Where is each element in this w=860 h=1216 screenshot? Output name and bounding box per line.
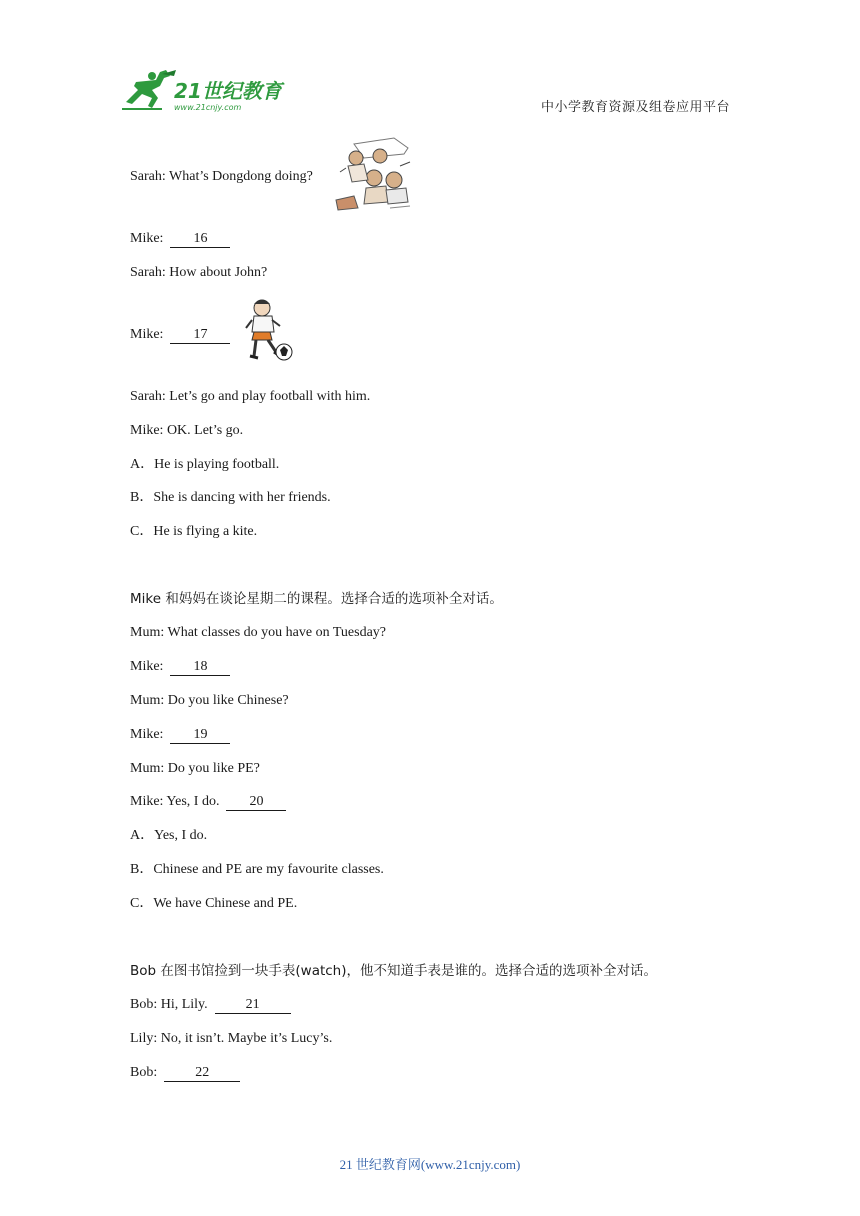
header-platform-text: 中小学教育资源及组卷应用平台	[540, 100, 730, 115]
speaker-label: Mike:	[130, 327, 164, 342]
runner-logo-icon	[122, 68, 292, 116]
option-c: C．We have Chinese and PE.	[130, 896, 298, 911]
speaker-label: Bob: Hi, Lily.	[130, 997, 208, 1012]
answer-blank[interactable]: 16	[170, 231, 230, 248]
dialog-line: Lily: No, it isn’t. Maybe it’s Lucy’s.	[130, 1031, 333, 1046]
dialog-line	[130, 326, 230, 344]
dialog-line	[130, 726, 230, 744]
section-intro: Mike 和妈妈在谈论星期二的课程。选择合适的选项补全对话。	[130, 591, 503, 607]
dialog-line	[130, 793, 286, 811]
answer-blank[interactable]: 17	[170, 327, 230, 344]
dialog-line: Mike: OK. Let’s go.	[130, 423, 244, 438]
dancing-children-picture	[334, 136, 412, 217]
option-b: B．Chinese and PE are my favourite classes.	[130, 862, 384, 877]
logo-url: www.21cnjy.com	[174, 103, 242, 112]
option-b: B．She is dancing with her friends.	[130, 490, 331, 505]
dialog-line: Sarah: Let’s go and play football with him.	[130, 389, 371, 404]
dialog-line: Mum: What classes do you have on Tuesday?	[130, 625, 386, 640]
dialog-line	[130, 230, 230, 248]
dialog-line	[130, 1064, 240, 1082]
dialog-line	[130, 658, 230, 676]
answer-blank[interactable]: 19	[170, 727, 230, 744]
option-a: A．He is playing football.	[130, 457, 280, 472]
option-a: A．Yes, I do.	[130, 828, 208, 843]
dialog-line	[130, 996, 291, 1014]
answer-blank[interactable]: 21	[215, 997, 291, 1014]
answer-blank[interactable]: 18	[170, 659, 230, 676]
option-c: C．He is flying a kite.	[130, 524, 258, 539]
logo-text: 21世纪教育	[174, 79, 282, 103]
dialog-line: Mum: Do you like Chinese?	[130, 693, 289, 708]
answer-blank[interactable]: 22	[164, 1065, 240, 1082]
dialog-line: Mum: Do you like PE?	[130, 761, 260, 776]
answer-blank[interactable]: 20	[226, 794, 286, 811]
dialog-line: Sarah: What’s Dongdong doing?	[130, 169, 313, 184]
speaker-label: Bob:	[130, 1065, 158, 1080]
speaker-label: Mike:	[130, 659, 164, 674]
page-footer: 21 世纪教育网(www.21cnjy.com)	[339, 1157, 521, 1172]
speaker-label: Mike:	[130, 727, 164, 742]
dialog-line: Sarah: How about John?	[130, 265, 268, 280]
site-logo	[122, 68, 292, 116]
speaker-label: Mike: Yes, I do.	[130, 794, 220, 809]
section-intro: Bob 在图书馆捡到一块手表(watch)，他不知道手表是谁的。选择合适的选项补全对话。	[130, 963, 657, 979]
speaker-label: Mike:	[130, 231, 164, 246]
boy-football-picture	[244, 298, 296, 369]
